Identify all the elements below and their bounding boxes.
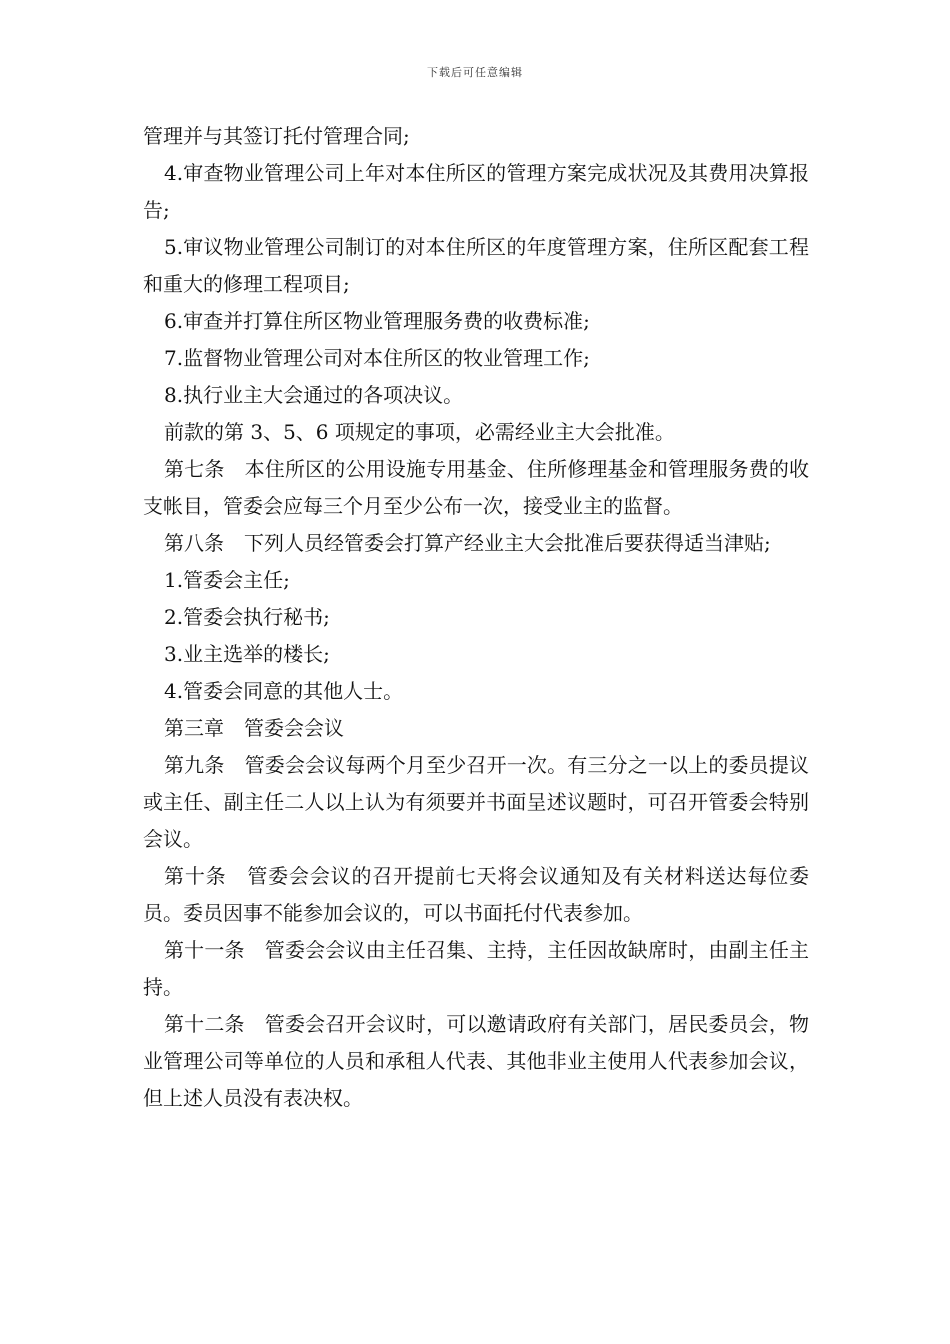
paragraph: 前款的第 3、5、6 项规定的事项，必需经业主大会批准。: [164, 420, 675, 444]
article-10: 第十条 管委会会议的召开提前七天将会议通知及有关材料送达每位委员。委员因事不能参加会议的，可以书面托付代表参加。: [143, 864, 809, 925]
page-header: 下载后可任意编辑: [427, 66, 523, 79]
list-item: 3.业主选举的楼长;: [164, 642, 330, 666]
paragraph: 6.审查并打算住所区物业管理服务费的收费标准;: [164, 309, 590, 333]
list-item: 1.管委会主任;: [164, 568, 290, 592]
chapter-heading: 第三章 管委会会议: [164, 716, 344, 740]
paragraph: 7.监督物业管理公司对本住所区的牧业管理工作;: [164, 346, 590, 370]
list-item: 2.管委会执行秘书;: [164, 605, 330, 629]
document-body: [143, 118, 809, 1117]
article-12: 第十二条 管委会召开会议时，可以邀请政府有关部门，居民委员会，物业管理公司等单位的人员和承租人代表、其他非业主使用人代表参加会议，但上述人员没有表决权。: [143, 1012, 809, 1110]
article-8: 第八条 下列人员经管委会打算产经业主大会批准后要获得适当津贴;: [164, 531, 771, 555]
paragraph: 4.审查物业管理公司上年对本住所区的管理方案完成状况及其费用决算报告;: [143, 161, 809, 222]
article-9: 第九条 管委会会议每两个月至少召开一次。有三分之一以上的委员提议或主任、副主任二人以上认为有须要并书面呈述议题时，可召开管委会特别会议。: [143, 753, 809, 851]
article-7: 第七条 本住所区的公用设施专用基金、住所修理基金和管理服务费的收支帐目，管委会应每三个月至少公布一次，接受业主的监督。: [143, 457, 809, 518]
list-item: 4.管委会同意的其他人士。: [164, 679, 404, 703]
article-11: 第十一条 管委会会议由主任召集、主持，主任因故缺席时，由副主任主持。: [143, 938, 809, 999]
paragraph: 5.审议物业管理公司制订的对本住所区的年度管理方案，住所区配套工程和重大的修理工程项目;: [143, 235, 809, 296]
paragraph: 管理并与其签订托付管理合同;: [143, 124, 410, 148]
paragraph: 8.执行业主大会通过的各项决议。: [164, 383, 464, 407]
